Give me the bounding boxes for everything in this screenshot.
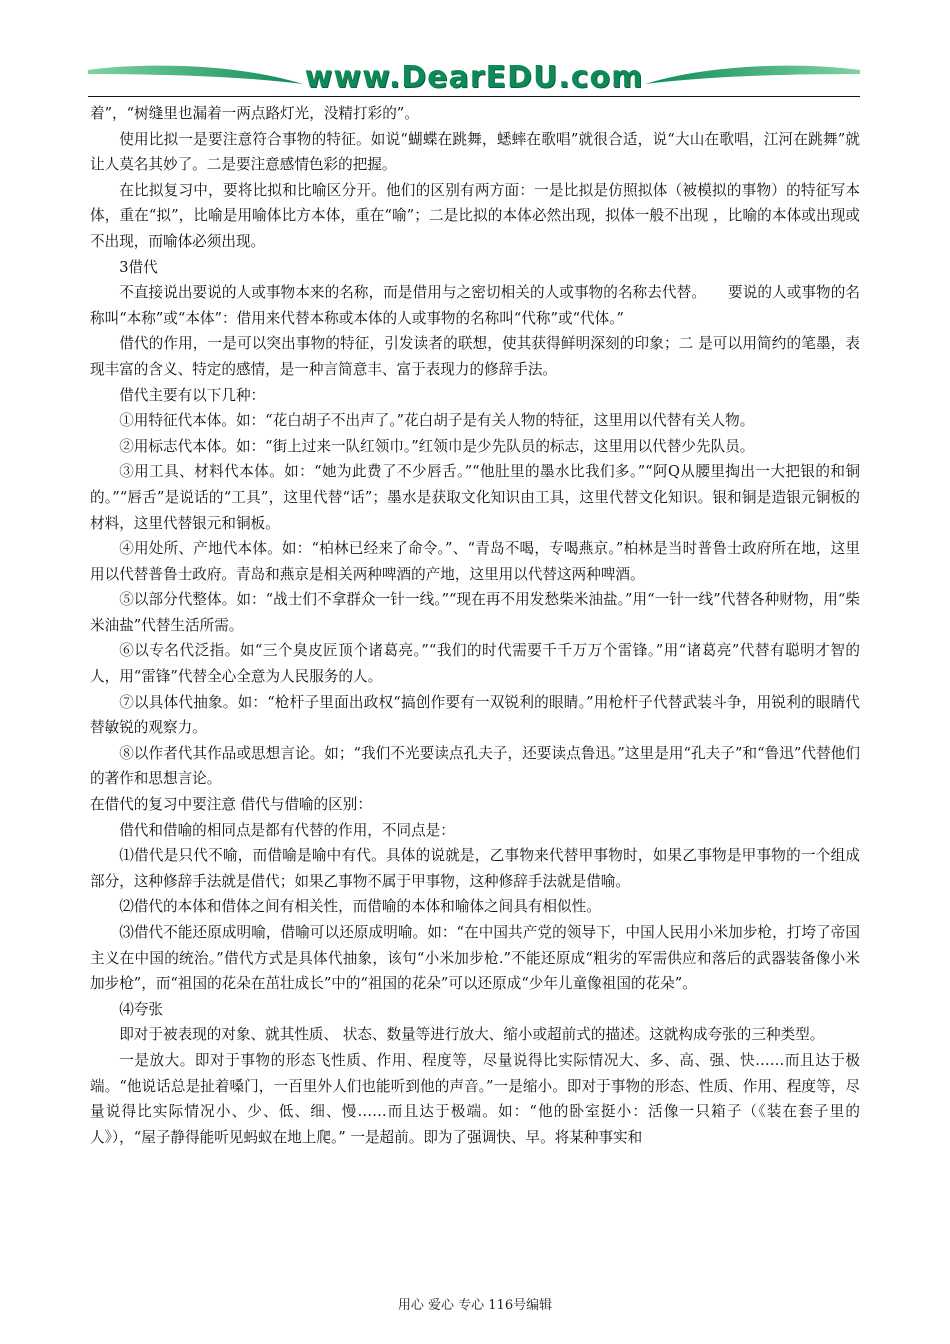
paragraph: 使用比拟一是要注意符合事物的特征。如说“蝴蝶在跳舞，蟋蟀在歌唱”就很合适，说“大山在歌唱，江河在跳舞”就让人莫名其妙了。二是要注意感情色彩的把握。 xyxy=(90,130,860,174)
paragraph: 借代主要有以下几种： xyxy=(119,386,266,404)
header-divider xyxy=(88,96,860,97)
paragraph: ⑴借代是只代不喻，而借喻是喻中有代。具体的说就是，乙事物来代替甲事物时，如果乙事物是甲事物的一个组成部分，这种修辞手法就是借代；如果乙事物不属于甲事物，这种修辞手法就是借喻。 xyxy=(90,847,860,890)
paragraph: ②用标志代本体。如：“街上过来一队红领巾。”红领巾是少先队员的标志，这里用以代替少先队员。 xyxy=(119,437,755,455)
paragraph: ⑶借代不能还原成明喻，借喻可以还原成明喻。如：“在中国共产党的领导下，中国人民用小米加步枪，打垮了帝国主义在中国的统治。”借代方式是具体代抽象，该句“小米加步枪.”不能还原成“粗劣的军需供应和落后的武器装备像小米加步枪”，而“祖国的花朵在茁壮成长”中的“祖国的花朵”可以还原成“少年儿童像祖国的花朵”。 xyxy=(90,924,860,993)
document-body xyxy=(90,101,860,1150)
page-footer: 用心 爱心 专心 116号编辑 xyxy=(397,1298,553,1313)
paragraph: 借代和借喻的相同点是都有代替的作用，不同点是： xyxy=(119,821,455,839)
paragraph: ④用处所、产地代本体。如：“柏林已经来了命令。”、“青岛不喝，专喝燕京。”柏林是当时普鲁士政府所在地，这里用以代替普鲁士政府。青岛和燕京是相关两种啤酒的产地，这里用以代替这两种啤酒。 xyxy=(90,540,860,583)
paragraph: 在比拟复习中，要将比拟和比喻区分开。他们的区别有两方面：一是比拟是仿照拟体（被模拟的事物）的特征写本体，重在“拟”，比喻是用喻体比方本体，重在“喻”；二是比拟的本体必然出现，拟体一般不出现 ，比喻的本体或出现或不出现，而喻体必须出现。 xyxy=(90,181,860,250)
paragraph: ⑦以具体代抽象。如：“枪杆子里面出政权“搞创作要有一双锐利的眼睛。”用枪杆子代替武装斗争，用锐利的眼睛代替敏锐的观察力。 xyxy=(90,693,860,737)
page-header xyxy=(88,60,860,96)
paragraph: 着”，“树缝里也漏着一两点路灯光，没精打彩的”。 xyxy=(90,105,419,122)
paragraph: ⑤以部分代整体。如：“战士们不拿群众一针一线。”“现在再不用发愁柴米油盐。”用“一针一线”代替各种财物，用“柴米油盐”代替生活所需。 xyxy=(90,591,860,634)
paragraph: ③用工具、材料代本体。如：“她为此费了不少唇舌。”“他肚里的墨水比我们多。”“阿Q从腰里掏出一大把银的和铜的。”“唇舌”是说话的“工具”，这里代替“话”；墨水是获取文化知识由工具，这里代替文化知识。银和铜是造银元铜板的材料，这里代替银元和铜板。 xyxy=(90,463,860,532)
paragraph: ⑵借代的本体和借体之间有相关性，而借喻的本体和喻体之间具有相似性。 xyxy=(119,898,601,916)
paragraph: ①用特征代本体。如：“花白胡子不出声了。”花白胡子是有关人物的特征，这里用以代替有关人物。 xyxy=(119,412,755,430)
paragraph: ⑷夸张 xyxy=(119,1000,163,1018)
paragraph: 在借代的复习中要注意 借代与借喻的区别： xyxy=(90,796,372,814)
paragraph: 借代的作用，一是可以突出事物的特征，引发读者的联想，使其获得鲜明深刻的印象；二 是可以用简约的笔墨，表现丰富的含义、特定的感情，是一种言简意丰、富于表现力的修辞手法。 xyxy=(90,335,860,378)
site-logo: www.DearEDU.com xyxy=(304,60,644,95)
paragraph: 即对于被表现的对象、就其性质、 状态、数量等进行放大、缩小或超前式的描述。这就构成夸张的三种类型。 xyxy=(119,1026,825,1044)
paragraph: 不直接说出要说的人或事物本来的名称，而是借用与之密切相关的人或事物的名称去代替。 要说的人或事物的名称叫“本称”或“本体”：借用来代替本称或本体的人或事物的名称叫“代称”或“代体。” xyxy=(90,284,860,327)
paragraph: 一是放大。即对于事物的形态飞性质、作用、程度等，尽量说得比实际情况大、多、高、强、快……而且达于极端。“他说话总是扯着嗓门，一百里外人们也能听到他的声音。”一是缩小。即对于事物的形态、性质、作用、程度等，尽量说得比实际情况小、少、低、细、慢……而且达于极端。如：“他的卧室挺小：活像一只箱子（《装在套子里的人》），“屋子静得能听见蚂蚁在地上爬。” 一是超前。即为了强调快、早。将某种事实和 xyxy=(90,1051,860,1146)
paragraph: ⑧以作者代其作品或思想言论。如；“我们不光要读点孔夫子，还要读点鲁迅。”这里是用“孔夫子”和“鲁迅”代替他们的著作和思想言论。 xyxy=(90,744,860,788)
paragraph: ⑥以专名代泛指。如“三个臭皮匠顶个诸葛亮。”“我们的时代需要千千万万个雷锋。”用“诸葛亮”代替有聪明才智的人，用“雷锋”代替全心全意为人民服务的人。 xyxy=(90,642,860,686)
paragraph: 3借代 xyxy=(119,258,158,276)
